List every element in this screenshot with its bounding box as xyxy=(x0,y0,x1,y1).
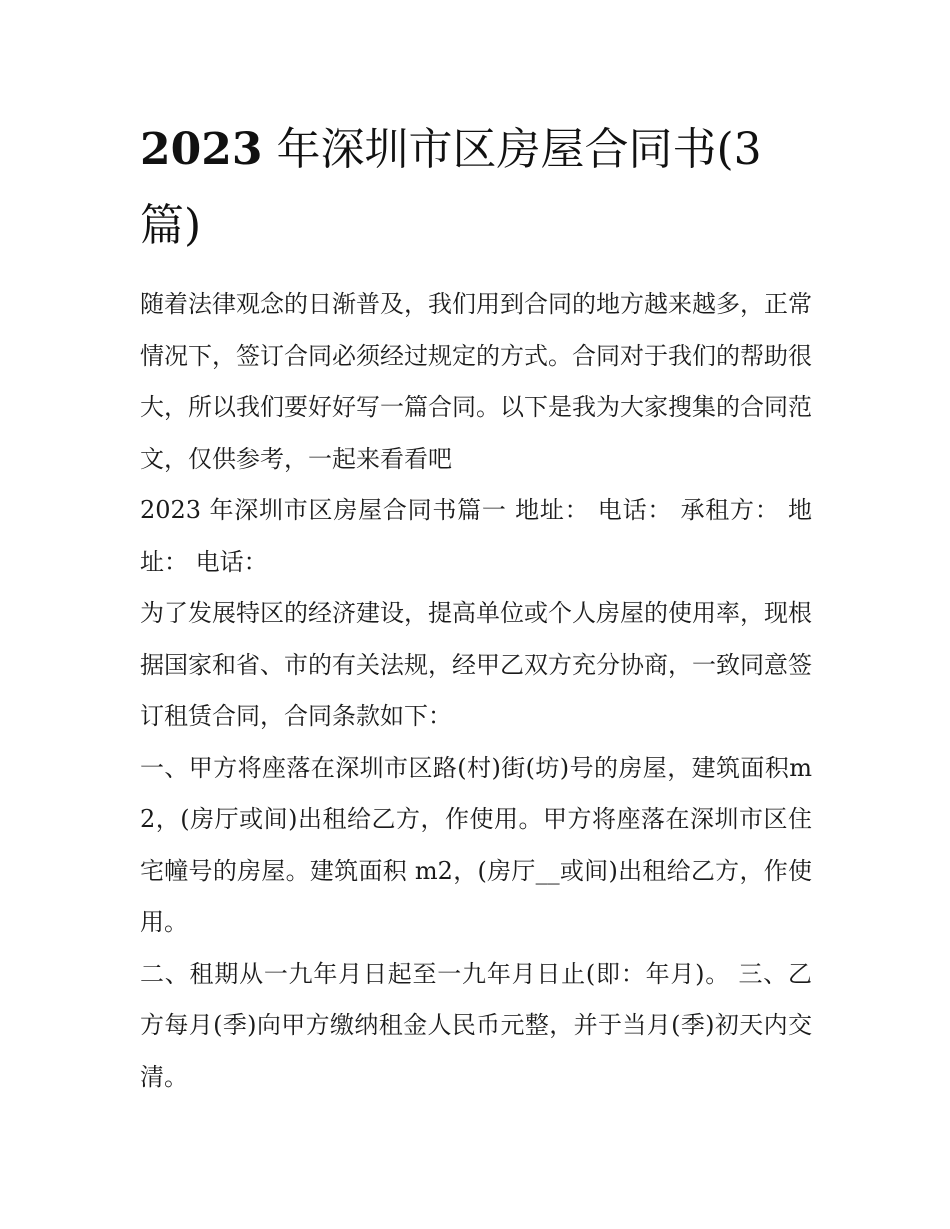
intro-paragraph: 随着法律观念的日渐普及，我们用到合同的地方越来越多，正常情况下，签订合同必须经过规定的方式。合同对于我们的帮助很大，所以我们要好好写一篇合同。以下是我为大家搜集的合同范文，仅供参考，一起来看看吧 xyxy=(140,290,812,473)
title-text: 年深圳市区房屋合同书(3篇) xyxy=(140,124,762,251)
title-year: 2023 xyxy=(140,124,263,175)
purpose-paragraph: 为了发展特区的经济建设，提高单位或个人房屋的使用率，现根据国家和省、市的有关法规，经甲乙双方充分协商，一致同意签订租赁合同，合同条款如下： xyxy=(140,599,812,730)
clause-one-paragraph: 一、甲方将座落在深圳市区路(村)街(坊)号的房屋，建筑面积m2，(房厅或间)出租给乙方，作使用。甲方将座落在深圳市区住宅幢号的房屋。建筑面积 m2，(房厅__或间)出租给乙方，作使用。 xyxy=(140,753,812,936)
clause-two-three-paragraph: 二、租期从一九年月日起至一九年月日止(即：年月)。 三、乙方每月(季)向甲方缴纳租金人民币元整，并于当月(季)初天内交清。 xyxy=(140,959,812,1091)
document-body xyxy=(140,279,812,1103)
contract-header-paragraph: 2023 年深圳市区房屋合同书篇一 地址： 电话： 承租方： 地址： 电话： xyxy=(140,496,812,576)
document-title xyxy=(140,112,810,264)
